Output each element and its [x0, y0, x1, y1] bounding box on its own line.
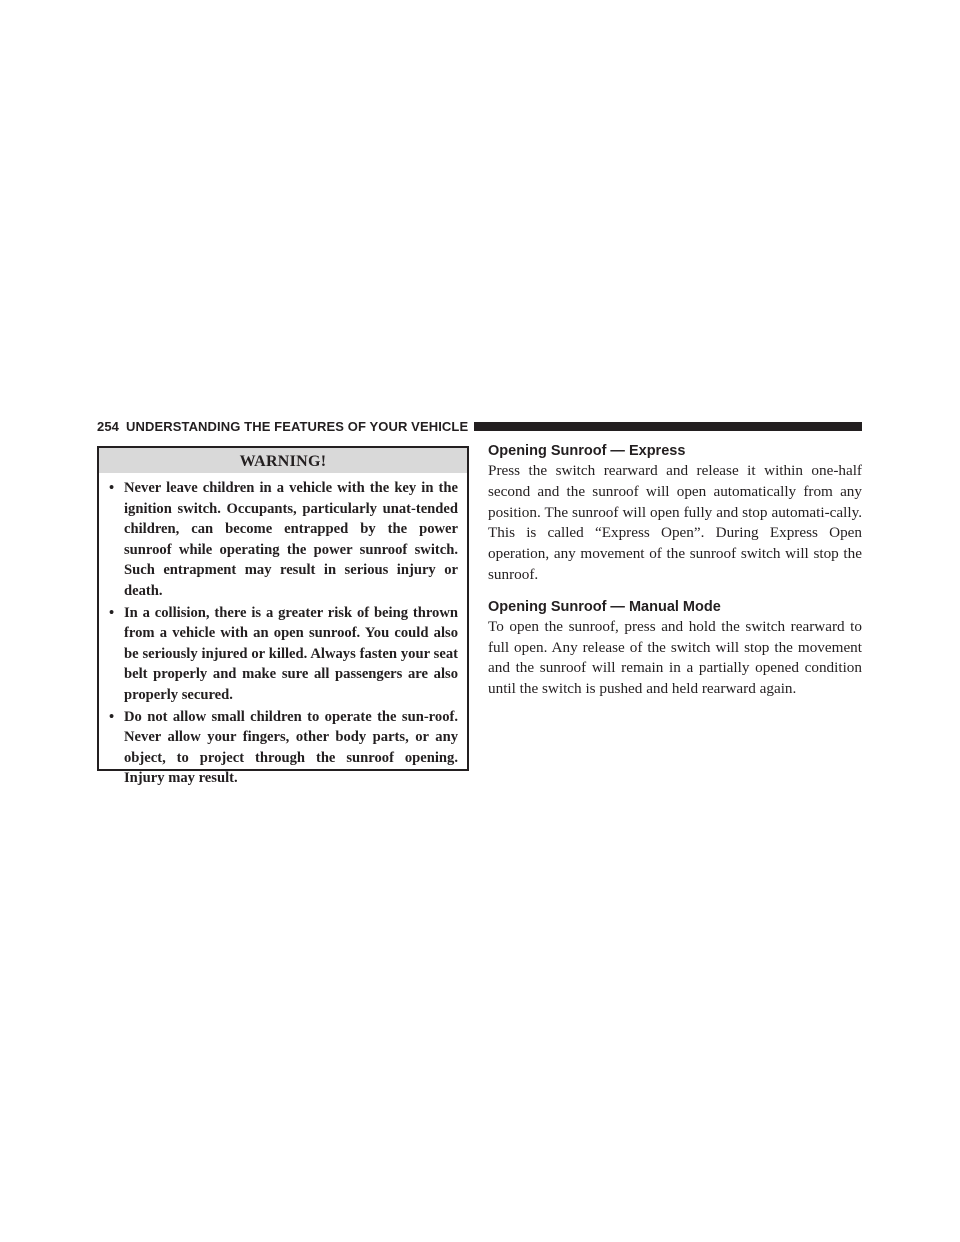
warning-list [99, 473, 467, 789]
warning-item-text: Never leave children in a vehicle with the key in the ignition switch. Occupants, particularly unat-tended children, can become entrapped by the power sunroof while operating the power sunroof switch. Such entrapment may result in serious injury or death. [124, 480, 458, 599]
section-title: UNDERSTANDING THE FEATURES OF YOUR VEHICLE [126, 418, 469, 434]
header-text [97, 419, 468, 434]
warning-item [109, 707, 458, 789]
warning-box [97, 446, 469, 787]
warning-item-text: Do not allow small children to operate the sun-roof. Never allow your fingers, other body parts, or any object, to project through the sunroof opening. Injury may result. [124, 708, 458, 787]
warning-item [109, 603, 458, 706]
warning-title: WARNING! [99, 448, 467, 473]
bullet-icon: • [109, 480, 115, 496]
section-heading-express: Opening Sunroof — Express [488, 443, 686, 459]
warning-item-text: In a collision, there is a greater risk of being thrown from a vehicle with an open sunroof. You could also be seriously injured or killed. Always fasten your seat belt properly and make sure all passengers are also properly secured. [124, 604, 458, 703]
section-body-express: Press the switch rearward and release it within one-half second and the sunroof will open automatically from any position. The sunroof will open fully and stop automati-cally. This is called “Express Open”. During Express Open operation, any movement of the sunroof switch will stop the sunroof. [488, 462, 862, 583]
warning-item [109, 478, 458, 602]
bullet-icon: • [109, 708, 115, 725]
section-body-manual: To open the sunroof, press and hold the switch rearward to full open. Any release of the switch will stop the movement and the sunroof will remain in a partially opened condition until the switch is pushed and held rearward again. [488, 617, 862, 698]
header-rule [474, 422, 862, 431]
section-heading-manual: Opening Sunroof — Manual Mode [488, 598, 721, 615]
right-column [488, 441, 862, 711]
page-number: 254 [97, 418, 119, 434]
bullet-icon: • [109, 604, 115, 621]
page-header [97, 417, 862, 435]
